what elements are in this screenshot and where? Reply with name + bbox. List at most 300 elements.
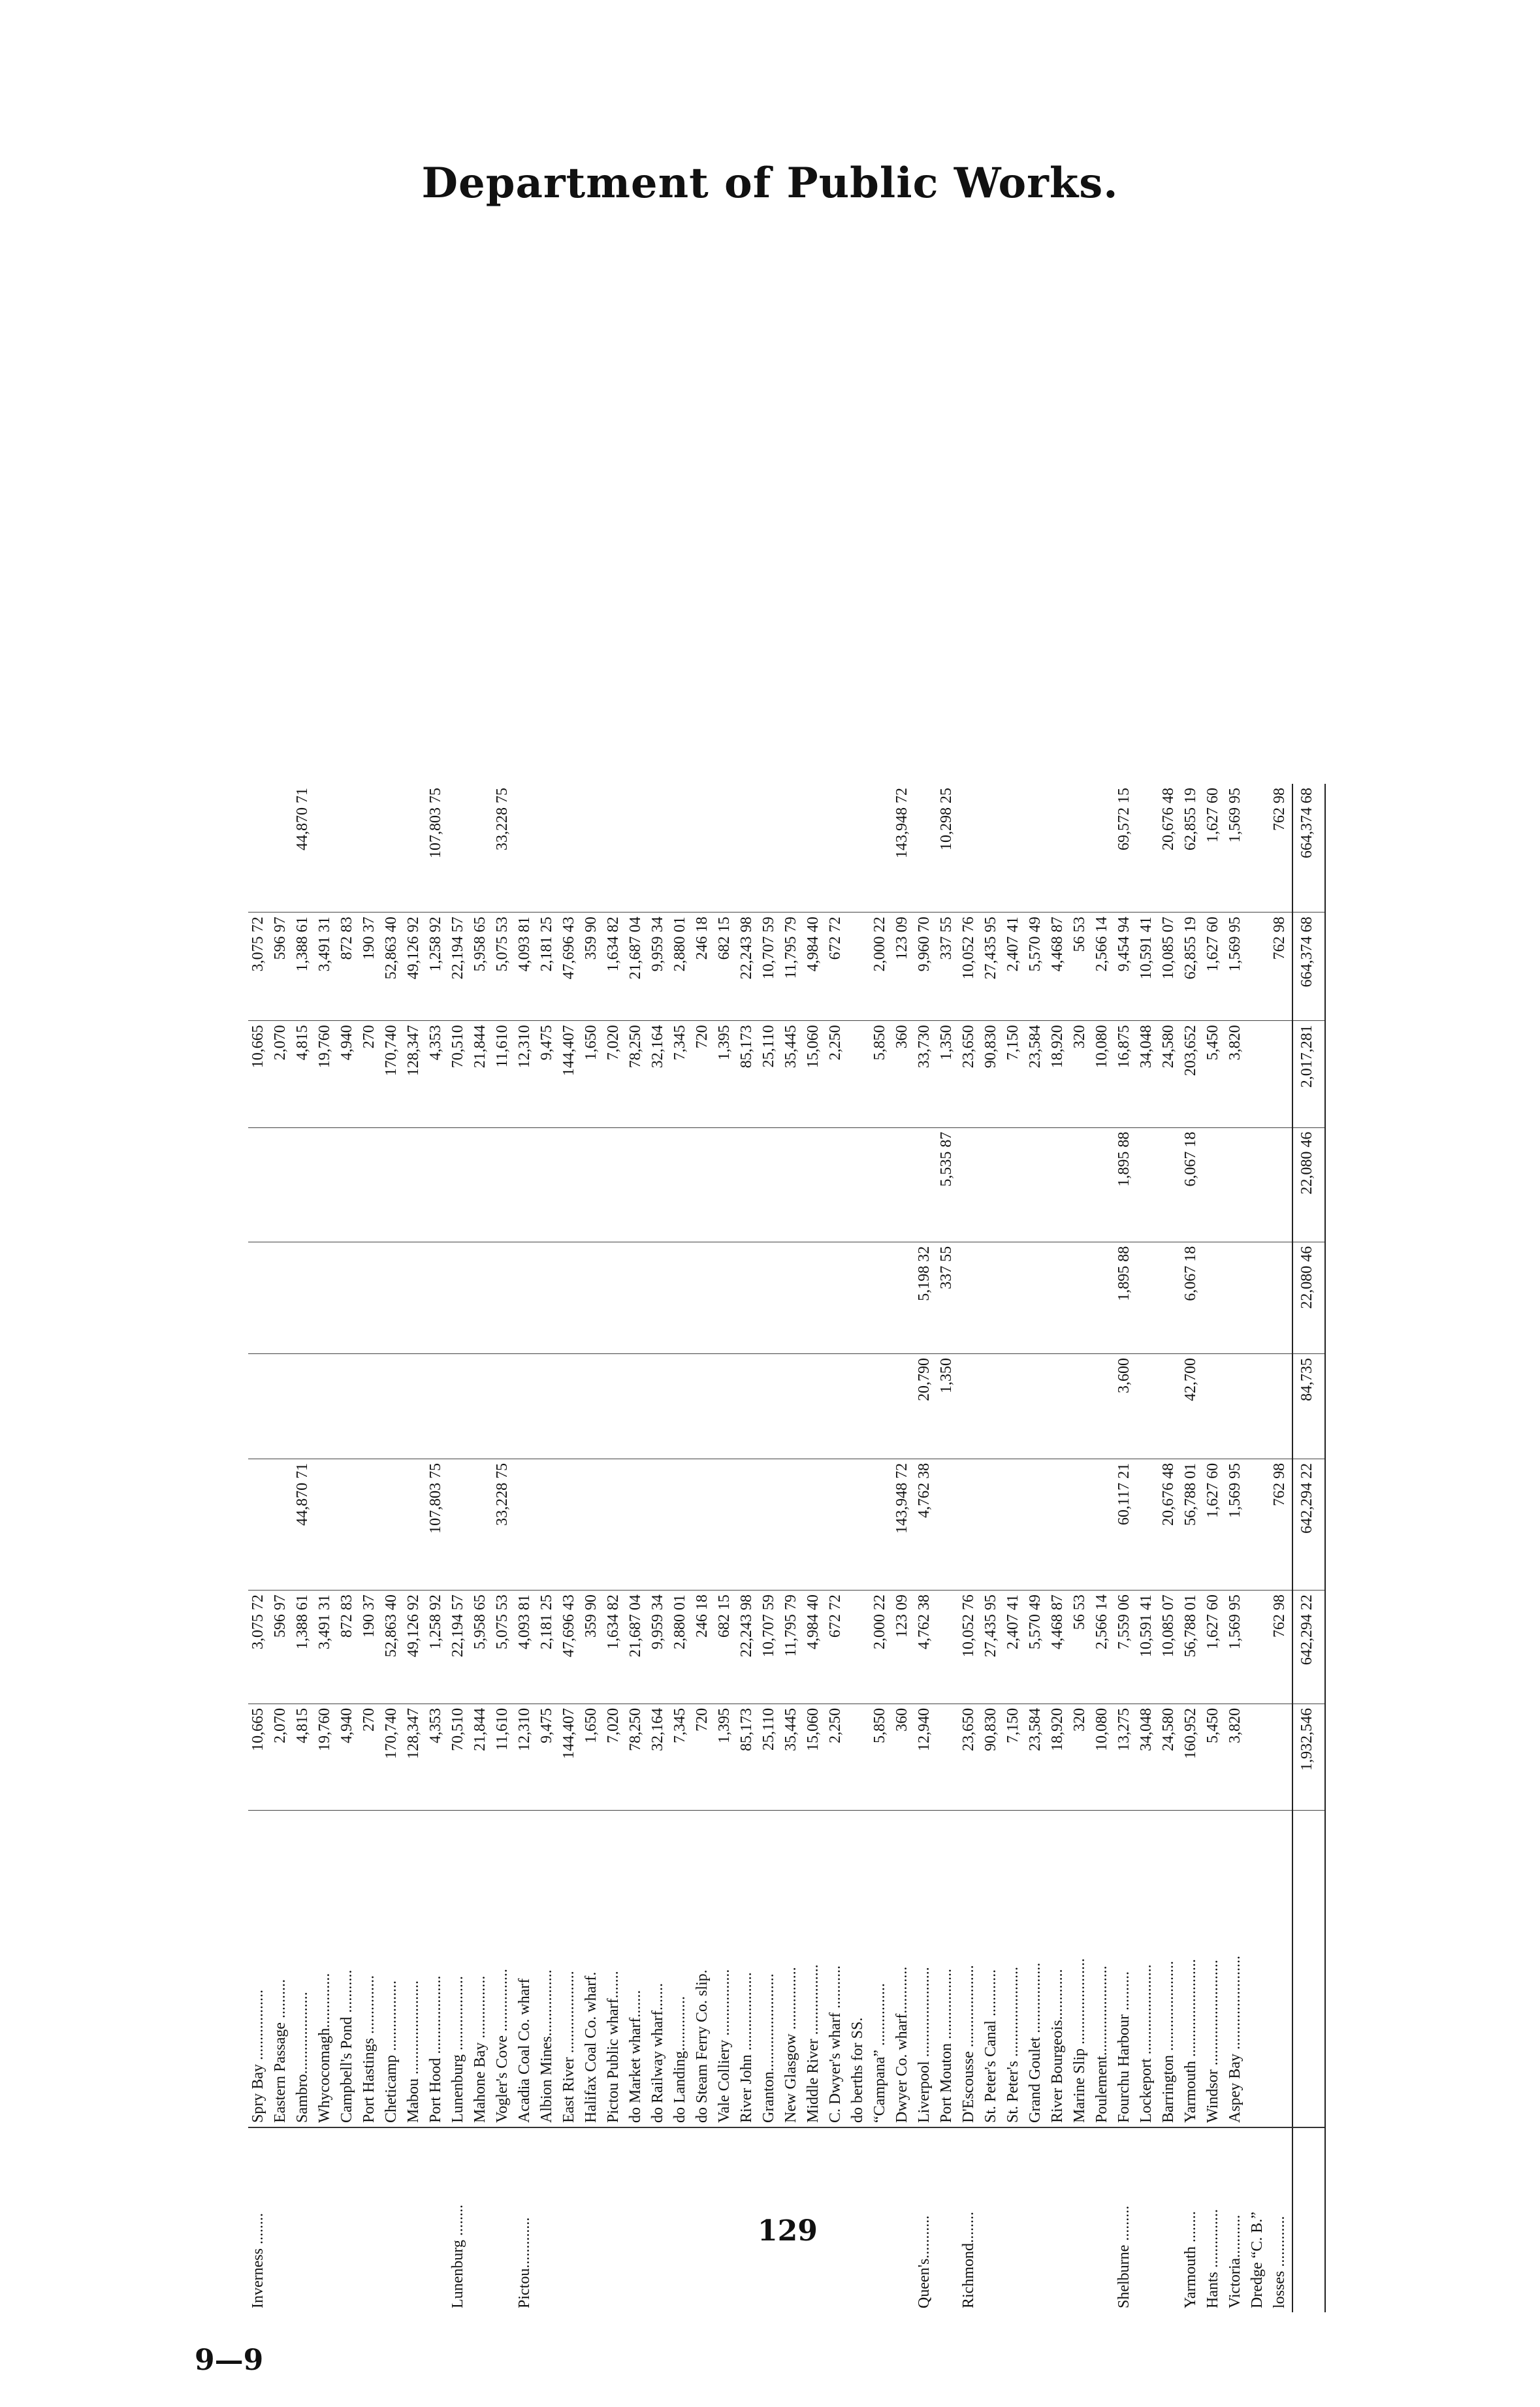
locality-cell: Poulement....................... bbox=[1092, 1811, 1114, 2127]
value-cell-c7: 24,580 bbox=[1159, 1021, 1181, 1127]
value-cell-c5 bbox=[981, 1242, 1003, 1353]
value-cell-c9 bbox=[1048, 784, 1070, 913]
value-cell-c9 bbox=[537, 784, 559, 913]
locality-cell: Middle River .................. bbox=[803, 1811, 826, 2127]
value-cell-c4: 20,790 bbox=[914, 1353, 937, 1459]
value-cell-c8: 1,627 60 bbox=[1203, 913, 1225, 1021]
dredging-table-container bbox=[248, 784, 1515, 2312]
value-cell-c4 bbox=[581, 1353, 603, 1459]
value-cell-c5 bbox=[714, 1242, 737, 1353]
value-cell-c8: 4,984 40 bbox=[803, 913, 826, 1021]
value-cell-c1: 7,150 bbox=[1003, 1704, 1025, 1810]
table-row bbox=[714, 784, 737, 2312]
value-cell-c6 bbox=[248, 1127, 270, 1242]
value-cell-c1: 24,580 bbox=[1159, 1704, 1181, 1810]
value-cell-c8 bbox=[1247, 913, 1270, 1021]
table-row bbox=[781, 784, 803, 2312]
locality-cell: Grand Goulet .................. bbox=[1025, 1811, 1048, 2127]
value-cell-c5 bbox=[759, 1242, 781, 1353]
county-cell bbox=[270, 2127, 293, 2312]
value-cell-c8: 49,126 92 bbox=[404, 913, 426, 1021]
value-cell-c7 bbox=[1270, 1021, 1292, 1127]
locality-cell: D'Escousse ..................... bbox=[959, 1811, 981, 2127]
page-title: Department of Public Works. bbox=[421, 159, 1119, 208]
value-cell-c6: 6,067 18 bbox=[1181, 1127, 1203, 1242]
value-cell-c1: 144,407 bbox=[559, 1704, 581, 1810]
value-cell-c4 bbox=[404, 1353, 426, 1459]
value-cell-c3: 4,762 38 bbox=[914, 1459, 937, 1590]
value-cell-c7: 2,070 bbox=[270, 1021, 293, 1127]
place-total-blank bbox=[1292, 1811, 1325, 2127]
value-cell-c3: 44,870 71 bbox=[293, 1459, 315, 1590]
value-cell-c8: 52,863 40 bbox=[381, 913, 404, 1021]
value-cell-c4 bbox=[1203, 1353, 1225, 1459]
value-cell-c4 bbox=[270, 1353, 293, 1459]
value-cell-c1: 4,940 bbox=[337, 1704, 359, 1810]
value-cell-c2 bbox=[1247, 1591, 1270, 1704]
value-cell-c2: 10,707 59 bbox=[759, 1591, 781, 1704]
table-row bbox=[892, 784, 914, 2312]
total-cell-c8: 664,374 68 bbox=[1292, 913, 1325, 1021]
locality-cell bbox=[1270, 1811, 1292, 2127]
value-cell-c3 bbox=[1070, 1459, 1092, 1590]
value-cell-c5 bbox=[337, 1242, 359, 1353]
value-cell-c5 bbox=[359, 1242, 381, 1353]
value-cell-c2 bbox=[848, 1591, 870, 1704]
value-cell-c2: 2,181 25 bbox=[537, 1591, 559, 1704]
value-cell-c6 bbox=[781, 1127, 803, 1242]
locality-cell: Mahone Bay ................ bbox=[470, 1811, 492, 2127]
locality-cell: Port Mouton .................. bbox=[937, 1811, 959, 2127]
table-row bbox=[337, 784, 359, 2312]
value-cell-c6 bbox=[1247, 1127, 1270, 1242]
value-cell-c6 bbox=[270, 1127, 293, 1242]
value-cell-c5 bbox=[892, 1242, 914, 1353]
value-cell-c6 bbox=[293, 1127, 315, 1242]
value-cell-c4 bbox=[1070, 1353, 1092, 1459]
value-cell-c1: 170,740 bbox=[381, 1704, 404, 1810]
value-cell-c3 bbox=[959, 1459, 981, 1590]
value-cell-c9 bbox=[603, 784, 626, 913]
value-cell-c1: 19,760 bbox=[315, 1704, 337, 1810]
locality-cell: Vale Colliery ................. bbox=[714, 1811, 737, 2127]
value-cell-c6 bbox=[492, 1127, 515, 1242]
county-cell bbox=[470, 2127, 492, 2312]
value-cell-c6: 5,535 87 bbox=[937, 1127, 959, 1242]
value-cell-c3 bbox=[404, 1459, 426, 1590]
table-row bbox=[737, 784, 759, 2312]
value-cell-c9 bbox=[359, 784, 381, 913]
table-row bbox=[559, 784, 581, 2312]
value-cell-c5 bbox=[470, 1242, 492, 1353]
value-cell-c3 bbox=[759, 1459, 781, 1590]
value-cell-c2: 4,468 87 bbox=[1048, 1591, 1070, 1704]
value-cell-c6 bbox=[404, 1127, 426, 1242]
value-cell-c1: 23,584 bbox=[1025, 1704, 1048, 1810]
county-cell: Victoria........... bbox=[1227, 2214, 1243, 2308]
value-cell-c7: 1,395 bbox=[714, 1021, 737, 1127]
locality-cell: Whycocomagh.............. bbox=[315, 1811, 337, 2127]
value-cell-c9 bbox=[1025, 784, 1048, 913]
value-cell-c7: 25,110 bbox=[759, 1021, 781, 1127]
locality-cell: New Glasgow ................ bbox=[781, 1811, 803, 2127]
value-cell-c9: 762 98 bbox=[1270, 784, 1292, 913]
county-cell bbox=[315, 2127, 337, 2312]
county-total-blank bbox=[1292, 2127, 1325, 2312]
county-cell bbox=[1070, 2127, 1092, 2312]
value-cell-c5 bbox=[1003, 1242, 1025, 1353]
value-cell-c6 bbox=[1025, 1127, 1048, 1242]
value-cell-c3 bbox=[315, 1459, 337, 1590]
value-cell-c4 bbox=[1159, 1353, 1181, 1459]
value-cell-c7: 18,920 bbox=[1048, 1021, 1070, 1127]
value-cell-c8: 2,566 14 bbox=[1092, 913, 1114, 1021]
value-cell-c5 bbox=[426, 1242, 448, 1353]
value-cell-c8: 9,454 94 bbox=[1114, 913, 1136, 1021]
value-cell-c4 bbox=[559, 1353, 581, 1459]
value-cell-c5 bbox=[581, 1242, 603, 1353]
county-cell bbox=[426, 2127, 448, 2312]
value-cell-c4 bbox=[515, 1353, 537, 1459]
value-cell-c7: 19,760 bbox=[315, 1021, 337, 1127]
value-cell-c3 bbox=[826, 1459, 848, 1590]
value-cell-c4: 1,350 bbox=[937, 1353, 959, 1459]
value-cell-c1 bbox=[1247, 1704, 1270, 1810]
locality-cell: Granton......................... bbox=[759, 1811, 781, 2127]
value-cell-c4 bbox=[293, 1353, 315, 1459]
value-cell-c8: 9,959 34 bbox=[648, 913, 670, 1021]
county-cell: Dredge “C. B.” bbox=[1249, 2212, 1266, 2308]
value-cell-c6 bbox=[470, 1127, 492, 1242]
value-cell-c9 bbox=[1070, 784, 1092, 913]
locality-cell: Albion Mines................. bbox=[537, 1811, 559, 2127]
value-cell-c9: 69,572 15 bbox=[1114, 784, 1136, 913]
value-cell-c9: 20,676 48 bbox=[1159, 784, 1181, 913]
value-cell-c8: 10,085 07 bbox=[1159, 913, 1181, 1021]
value-cell-c8: 21,687 04 bbox=[626, 913, 648, 1021]
value-cell-c2: 56,788 01 bbox=[1181, 1591, 1203, 1704]
table-row bbox=[359, 784, 381, 2312]
value-cell-c2: 1,627 60 bbox=[1203, 1591, 1225, 1704]
value-cell-c3 bbox=[448, 1459, 470, 1590]
table-row bbox=[937, 784, 959, 2312]
table-row bbox=[670, 784, 692, 2312]
value-cell-c2: 5,075 53 bbox=[492, 1591, 515, 1704]
county-cell bbox=[870, 2127, 892, 2312]
value-cell-c2: 7,559 06 bbox=[1114, 1591, 1136, 1704]
value-cell-c5 bbox=[959, 1242, 981, 1353]
value-cell-c2: 22,194 57 bbox=[448, 1591, 470, 1704]
value-cell-c8: 1,569 95 bbox=[1225, 913, 1247, 1021]
value-cell-c6 bbox=[892, 1127, 914, 1242]
value-cell-c9: 44,870 71 bbox=[293, 784, 315, 913]
value-cell-c2: 5,958 65 bbox=[470, 1591, 492, 1704]
value-cell-c5 bbox=[648, 1242, 670, 1353]
value-cell-c4 bbox=[714, 1353, 737, 1459]
value-cell-c3 bbox=[381, 1459, 404, 1590]
value-cell-c1: 1,650 bbox=[581, 1704, 603, 1810]
value-cell-c7: 11,610 bbox=[492, 1021, 515, 1127]
value-cell-c6 bbox=[803, 1127, 826, 1242]
value-cell-c2: 1,388 61 bbox=[293, 1591, 315, 1704]
value-cell-c3 bbox=[670, 1459, 692, 1590]
locality-cell: Port Hood .................... bbox=[426, 1811, 448, 2127]
value-cell-c6 bbox=[1159, 1127, 1181, 1242]
value-cell-c9: 1,627 60 bbox=[1203, 784, 1225, 913]
value-cell-c6 bbox=[737, 1127, 759, 1242]
value-cell-c4 bbox=[492, 1353, 515, 1459]
county-cell bbox=[981, 2127, 1003, 2312]
value-cell-c9 bbox=[1092, 784, 1114, 913]
table-row bbox=[515, 784, 537, 2312]
value-cell-c5 bbox=[1247, 1242, 1270, 1353]
value-cell-c8: 246 18 bbox=[692, 913, 714, 1021]
value-cell-c3 bbox=[692, 1459, 714, 1590]
value-cell-c1: 85,173 bbox=[737, 1704, 759, 1810]
value-cell-c7: 4,353 bbox=[426, 1021, 448, 1127]
value-cell-c4 bbox=[1048, 1353, 1070, 1459]
table-row bbox=[1225, 784, 1247, 2312]
value-cell-c3 bbox=[981, 1459, 1003, 1590]
county-cell bbox=[1159, 2127, 1181, 2312]
locality-cell: Vogler's Cove ................ bbox=[492, 1811, 515, 2127]
county-cell bbox=[559, 2127, 581, 2312]
value-cell-c9 bbox=[315, 784, 337, 913]
value-cell-c4 bbox=[248, 1353, 270, 1459]
value-cell-c8: 10,591 41 bbox=[1136, 913, 1159, 1021]
value-cell-c5 bbox=[626, 1242, 648, 1353]
table-row bbox=[248, 784, 270, 2312]
value-cell-c2: 52,863 40 bbox=[381, 1591, 404, 1704]
table-row bbox=[870, 784, 892, 2312]
value-cell-c8: 1,258 92 bbox=[426, 913, 448, 1021]
value-cell-c5 bbox=[492, 1242, 515, 1353]
value-cell-c1: 5,850 bbox=[870, 1704, 892, 1810]
value-cell-c8: 9,960 70 bbox=[914, 913, 937, 1021]
table-row bbox=[448, 784, 470, 2312]
value-cell-c4 bbox=[603, 1353, 626, 1459]
value-cell-c5 bbox=[515, 1242, 537, 1353]
table-row bbox=[1270, 784, 1292, 2312]
table-row bbox=[603, 784, 626, 2312]
county-cell bbox=[692, 2127, 714, 2312]
table-row bbox=[581, 784, 603, 2312]
value-cell-c7: 5,450 bbox=[1203, 1021, 1225, 1127]
value-cell-c4 bbox=[426, 1353, 448, 1459]
county-cell: Inverness ........ bbox=[249, 2213, 266, 2308]
total-cell-c4: 84,735 bbox=[1292, 1353, 1325, 1459]
value-cell-c1: 4,353 bbox=[426, 1704, 448, 1810]
value-cell-c5 bbox=[870, 1242, 892, 1353]
value-cell-c3 bbox=[1048, 1459, 1070, 1590]
value-cell-c8: 596 97 bbox=[270, 913, 293, 1021]
table-row bbox=[1159, 784, 1181, 2312]
value-cell-c1: 34,048 bbox=[1136, 1704, 1159, 1810]
value-cell-c5 bbox=[1225, 1242, 1247, 1353]
value-cell-c8: 190 37 bbox=[359, 913, 381, 1021]
value-cell-c9 bbox=[692, 784, 714, 913]
value-cell-c8: 62,855 19 bbox=[1181, 913, 1203, 1021]
county-cell bbox=[670, 2127, 692, 2312]
value-cell-c1: 270 bbox=[359, 1704, 381, 1810]
value-cell-c6 bbox=[1048, 1127, 1070, 1242]
value-cell-c9 bbox=[803, 784, 826, 913]
value-cell-c1: 360 bbox=[892, 1704, 914, 1810]
value-cell-c5 bbox=[1136, 1242, 1159, 1353]
total-cell-c1: 1,932,546 bbox=[1292, 1704, 1325, 1810]
value-cell-c3 bbox=[248, 1459, 270, 1590]
value-cell-c9 bbox=[626, 784, 648, 913]
value-cell-c6 bbox=[381, 1127, 404, 1242]
value-cell-c4 bbox=[892, 1353, 914, 1459]
value-cell-c2: 4,762 38 bbox=[914, 1591, 937, 1704]
value-cell-c8: 5,570 49 bbox=[1025, 913, 1048, 1021]
value-cell-c8: 337 55 bbox=[937, 913, 959, 1021]
value-cell-c7: 720 bbox=[692, 1021, 714, 1127]
value-cell-c3 bbox=[848, 1459, 870, 1590]
dredging-table bbox=[248, 784, 1326, 2312]
total-cell-c3: 642,294 22 bbox=[1292, 1459, 1325, 1590]
value-cell-c6 bbox=[603, 1127, 626, 1242]
value-cell-c3: 33,228 75 bbox=[492, 1459, 515, 1590]
locality-cell: Lockeport ....................... bbox=[1136, 1811, 1159, 2127]
locality-cell: do Market wharf....... bbox=[626, 1811, 648, 2127]
value-cell-c2: 11,795 79 bbox=[781, 1591, 803, 1704]
locality-cell: do Steam Ferry Co. slip. bbox=[692, 1811, 714, 2127]
total-cell-c5: 22,080 46 bbox=[1292, 1242, 1325, 1353]
value-cell-c9 bbox=[781, 784, 803, 913]
value-cell-c7: 4,815 bbox=[293, 1021, 315, 1127]
value-cell-c7: 144,407 bbox=[559, 1021, 581, 1127]
value-cell-c9 bbox=[759, 784, 781, 913]
value-cell-c7: 128,347 bbox=[404, 1021, 426, 1127]
value-cell-c3 bbox=[1136, 1459, 1159, 1590]
locality-cell: Barrington ....................... bbox=[1159, 1811, 1181, 2127]
value-cell-c2: 2,000 22 bbox=[870, 1591, 892, 1704]
value-cell-c6 bbox=[426, 1127, 448, 1242]
value-cell-c7: 12,310 bbox=[515, 1021, 537, 1127]
value-cell-c8: 22,243 98 bbox=[737, 913, 759, 1021]
value-cell-c6 bbox=[870, 1127, 892, 1242]
value-cell-c3 bbox=[937, 1459, 959, 1590]
value-cell-c3: 143,948 72 bbox=[892, 1459, 914, 1590]
value-cell-c1: 1,395 bbox=[714, 1704, 737, 1810]
totals-row bbox=[1292, 784, 1325, 2312]
county-cell bbox=[404, 2127, 426, 2312]
value-cell-c3 bbox=[1025, 1459, 1048, 1590]
table-row bbox=[803, 784, 826, 2312]
value-cell-c5 bbox=[315, 1242, 337, 1353]
table-row bbox=[1203, 784, 1225, 2312]
value-cell-c2: 682 15 bbox=[714, 1591, 737, 1704]
value-cell-c4 bbox=[337, 1353, 359, 1459]
value-cell-c1: 90,830 bbox=[981, 1704, 1003, 1810]
value-cell-c1: 15,060 bbox=[803, 1704, 826, 1810]
value-cell-c6 bbox=[826, 1127, 848, 1242]
value-cell-c2: 672 72 bbox=[826, 1591, 848, 1704]
value-cell-c4 bbox=[981, 1353, 1003, 1459]
county-cell: Yarmouth ........ bbox=[1182, 2211, 1199, 2308]
value-cell-c7: 23,584 bbox=[1025, 1021, 1048, 1127]
value-cell-c5 bbox=[1070, 1242, 1092, 1353]
value-cell-c5 bbox=[781, 1242, 803, 1353]
value-cell-c9 bbox=[670, 784, 692, 913]
value-cell-c7: 33,730 bbox=[914, 1021, 937, 1127]
value-cell-c4 bbox=[759, 1353, 781, 1459]
value-cell-c3 bbox=[1092, 1459, 1114, 1590]
value-cell-c4 bbox=[315, 1353, 337, 1459]
value-cell-c9 bbox=[714, 784, 737, 913]
value-cell-c3 bbox=[626, 1459, 648, 1590]
value-cell-c4 bbox=[848, 1353, 870, 1459]
value-cell-c2: 190 37 bbox=[359, 1591, 381, 1704]
value-cell-c5 bbox=[537, 1242, 559, 1353]
value-cell-c5 bbox=[1270, 1242, 1292, 1353]
value-cell-c6 bbox=[1225, 1127, 1247, 1242]
value-cell-c7: 1,650 bbox=[581, 1021, 603, 1127]
value-cell-c3 bbox=[581, 1459, 603, 1590]
value-cell-c7: 2,250 bbox=[826, 1021, 848, 1127]
value-cell-c2: 47,696 43 bbox=[559, 1591, 581, 1704]
value-cell-c2: 762 98 bbox=[1270, 1591, 1292, 1704]
value-cell-c4 bbox=[448, 1353, 470, 1459]
value-cell-c7: 78,250 bbox=[626, 1021, 648, 1127]
value-cell-c6 bbox=[759, 1127, 781, 1242]
value-cell-c1 bbox=[848, 1704, 870, 1810]
table-row bbox=[1025, 784, 1048, 2312]
value-cell-c1: 25,110 bbox=[759, 1704, 781, 1810]
value-cell-c4 bbox=[1092, 1353, 1114, 1459]
value-cell-c3 bbox=[359, 1459, 381, 1590]
value-cell-c2: 359 90 bbox=[581, 1591, 603, 1704]
locality-cell: do Railway wharf....... bbox=[648, 1811, 670, 2127]
value-cell-c3: 56,788 01 bbox=[1181, 1459, 1203, 1590]
county-cell: Richmond........ bbox=[960, 2212, 977, 2308]
value-cell-c2: 3,491 31 bbox=[315, 1591, 337, 1704]
value-cell-c8: 5,958 65 bbox=[470, 913, 492, 1021]
value-cell-c3 bbox=[515, 1459, 537, 1590]
value-cell-c2: 123 09 bbox=[892, 1591, 914, 1704]
locality-cell: Windsor ........................... bbox=[1203, 1811, 1225, 2127]
value-cell-c1: 12,940 bbox=[914, 1704, 937, 1810]
value-cell-c3 bbox=[648, 1459, 670, 1590]
value-cell-c1: 12,310 bbox=[515, 1704, 537, 1810]
table-row bbox=[759, 784, 781, 2312]
value-cell-c6 bbox=[714, 1127, 737, 1242]
value-cell-c6 bbox=[1092, 1127, 1114, 1242]
value-cell-c1: 10,665 bbox=[248, 1704, 270, 1810]
value-cell-c2: 596 97 bbox=[270, 1591, 293, 1704]
table-row bbox=[1070, 784, 1092, 2312]
value-cell-c7: 4,940 bbox=[337, 1021, 359, 1127]
county-cell bbox=[359, 2127, 381, 2312]
value-cell-c1: 7,020 bbox=[603, 1704, 626, 1810]
value-cell-c6 bbox=[1136, 1127, 1159, 1242]
value-cell-c4 bbox=[803, 1353, 826, 1459]
value-cell-c1: 18,920 bbox=[1048, 1704, 1070, 1810]
value-cell-c7: 7,020 bbox=[603, 1021, 626, 1127]
locality-cell: Lunenburg ................... bbox=[448, 1811, 470, 2127]
table-row bbox=[1003, 784, 1025, 2312]
value-cell-c7: 32,164 bbox=[648, 1021, 670, 1127]
county-cell bbox=[937, 2127, 959, 2312]
value-cell-c4 bbox=[381, 1353, 404, 1459]
value-cell-c8: 2,880 01 bbox=[670, 913, 692, 1021]
value-cell-c7: 270 bbox=[359, 1021, 381, 1127]
value-cell-c8: 123 09 bbox=[892, 913, 914, 1021]
county-cell bbox=[1003, 2127, 1025, 2312]
value-cell-c5 bbox=[670, 1242, 692, 1353]
